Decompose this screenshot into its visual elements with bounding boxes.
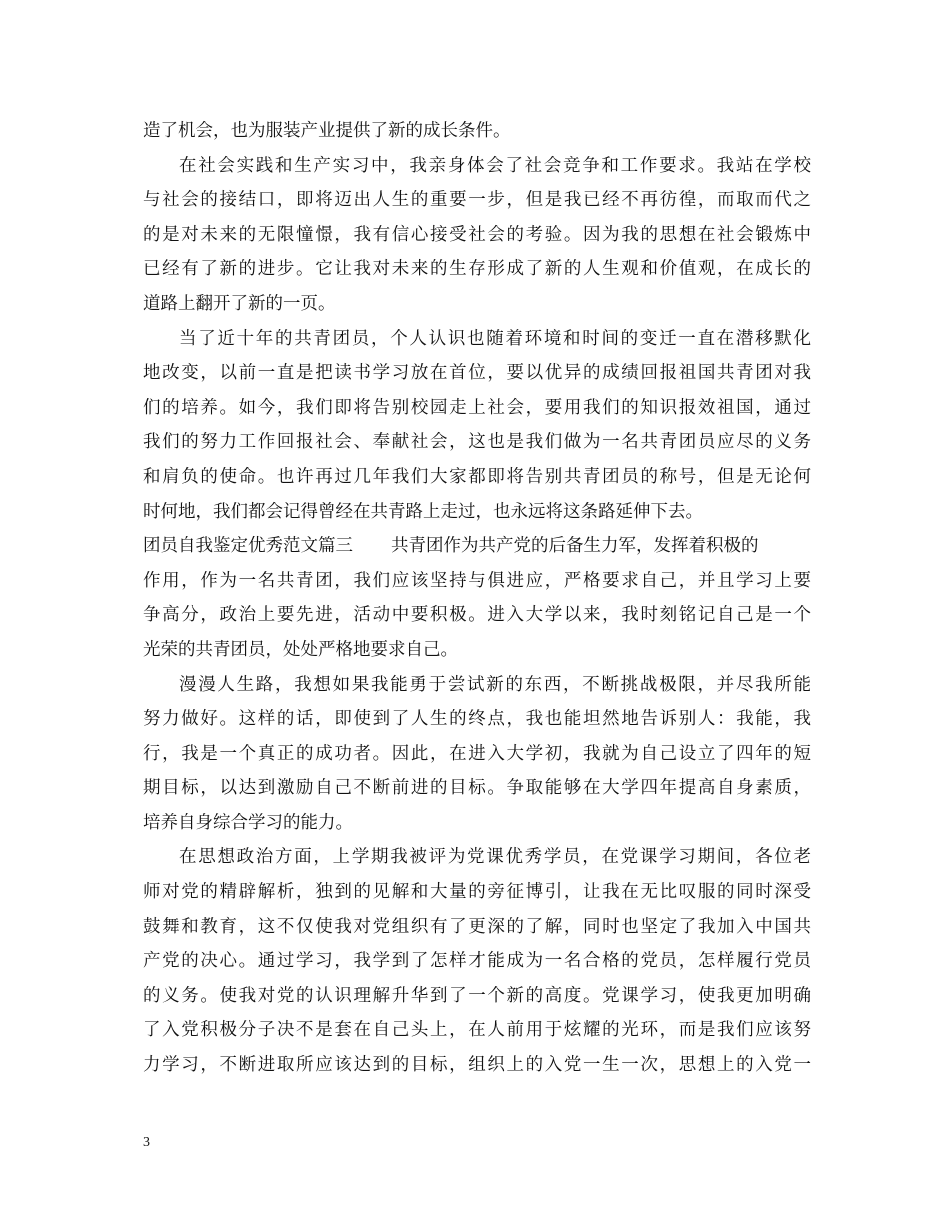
text-line: 产党的决心。通过学习，我学到了怎样才能成为一名合格的党员，怎样履行党员 (143, 951, 811, 972)
document-body (143, 114, 811, 1083)
text-line: 期目标，以达到激励自己不断前进的目标。争取能够在大学四年提高自身素质， (143, 778, 811, 799)
text-line: 在社会实践和生产实习中，我亲身体会了社会竞争和工作要求。我站在学校 (179, 155, 811, 176)
section-heading: 团员自我鉴定优秀范文篇三 (143, 536, 353, 557)
text-line: 作用，作为一名共青团，我们应该坚持与俱进应，严格要求自己，并且学习上要 (143, 570, 811, 591)
text-line-inline: 共青团作为共产党的后备生力军，发挥着积极的 (391, 536, 759, 557)
text-line: 的是对未来的无限憧憬，我有信心接受社会的考验。因为我的思想在社会锻炼中 (143, 224, 811, 245)
text-line: 了入党积极分子决不是套在自己头上，在人前用于炫耀的光环，而是我们应该努 (143, 1020, 811, 1041)
text-line: 的义务。使我对党的认识理解升华到了一个新的高度。党课学习，使我更加明确 (143, 985, 811, 1006)
text-line: 和肩负的使命。也许再过几年我们大家都即将告别共青团员的称号，但是无论何 (143, 466, 811, 487)
text-line: 争高分，政治上要先进，活动中要积极。进入大学以来，我时刻铭记自己是一个 (143, 605, 811, 626)
text-line: 光荣的共青团员，处处严格地要求自己。 (143, 639, 458, 660)
text-line: 当了近十年的共青团员，个人认识也随着环境和时间的变迁一直在潜移默化 (179, 328, 811, 349)
text-line: 行，我是一个真正的成功者。因此，在进入大学初，我就为自己设立了四年的短 (143, 743, 811, 764)
text-line: 道路上翻开了新的一页。 (143, 293, 336, 314)
text-line: 漫漫人生路，我想如果我能勇于尝试新的东西，不断挑战极限，并尽我所能 (179, 674, 811, 695)
text-line: 们的培养。如今，我们即将告别校园走上社会，要用我们的知识报效祖国，通过 (143, 397, 811, 418)
text-line: 造了机会，也为服装产业提供了新的成长条件。 (143, 121, 511, 141)
text-line: 已经有了新的进步。它让我对未来的生存形成了新的人生观和价值观，在成长的 (143, 259, 811, 280)
text-line: 我们的努力工作回报社会、奉献社会，这也是我们做为一名共青团员应尽的义务 (143, 432, 811, 453)
text-line: 鼓舞和教育，这不仅使我对党组织有了更深的了解，同时也坚定了我加入中国共 (143, 916, 811, 937)
text-line: 在思想政治方面，上学期我被评为党课优秀学员，在党课学习期间，各位老 (179, 847, 811, 868)
text-line: 地改变，以前一直是把读书学习放在首位，要以优异的成绩回报祖国共青团对我 (143, 363, 811, 384)
text-line: 师对党的精辟解析，独到的见解和大量的旁征博引，让我在无比叹服的同时深受 (143, 882, 811, 903)
text-line: 与社会的接结口，即将迈出人生的重要一步，但是我已经不再彷徨，而取而代之 (143, 190, 811, 211)
page-number: 3 (143, 1135, 150, 1150)
text-line: 力学习，不断进取所应该达到的目标，组织上的入党一生一次，思想上的入党一 (143, 1055, 811, 1076)
text-line: 努力做好。这样的话，即使到了人生的终点，我也能坦然地告诉别人：我能，我 (143, 709, 811, 730)
text-line: 时何地，我们都会记得曾经在共青路上走过，也永远将这条路延伸下去。 (143, 501, 703, 522)
section-heading-line (143, 529, 811, 564)
text-line: 培养自身综合学习的能力。 (143, 812, 353, 833)
